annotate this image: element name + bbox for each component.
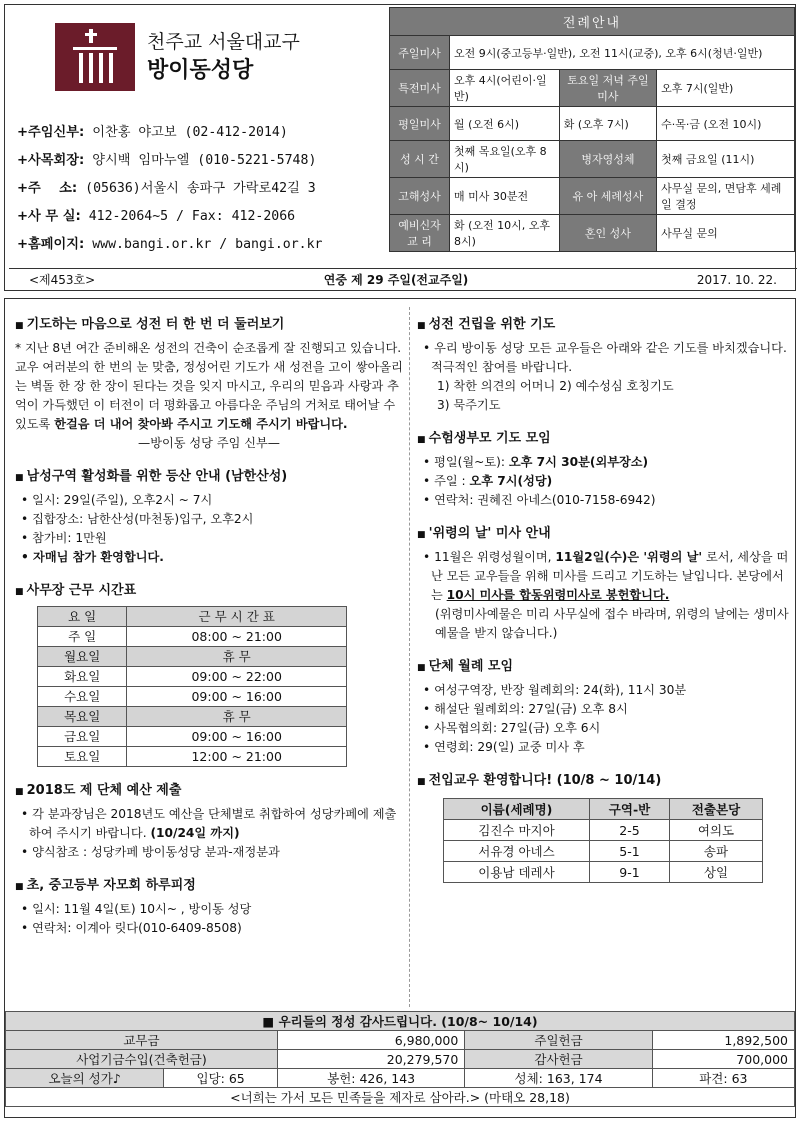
marriage-value: 사무실 문의 <box>657 215 795 252</box>
offering-label: 감사헌금 <box>465 1050 652 1069</box>
section-title: ■ 초, 중고등부 자모회 하루피정 <box>15 876 403 897</box>
offering-value: 20,279,570 <box>277 1050 464 1069</box>
sick-communion-label: 병자영성체 <box>559 141 656 178</box>
issue-number: <제453호> <box>29 273 96 287</box>
hymn-recessional: 파견: 63 <box>652 1069 794 1088</box>
contact-homepage: +홈페이지: www.bangi.or.kr / bangi.or.kr <box>17 237 323 252</box>
list-item: • 참가비: 1만원 <box>15 529 403 548</box>
list-item: • 여성구역장, 반장 월례회의: 24(화), 11시 30분 <box>417 681 789 700</box>
list-item: • 각 분과장님은 2018년도 예산을 단체별로 취합하여 성당카페에 제출하여 주시기 바랍니다. (10/24일 까지) <box>15 805 403 843</box>
contact-address: +주 소: (05636)서울시 송파구 가락로42길 3 <box>17 181 316 196</box>
section-body: * 지난 8년 여간 준비해온 성전의 건축이 순조롭게 잘 진행되고 있습니다. 교우 여러분의 한 번의 눈 맞춤, 정성어린 기도가 새 성전을 고이 쌓아올리는 벽돌 한 장 한 장이 된다는 것을 잊지 마시고, 우리의 믿음과 사랑과 추억이 가득했던 이 터전이 더 평화롭고 아름다운 주님의 거처로 태어날 수 있도록 한걸음 더 내어 찾아봐 주시고 기도해 주시기 바랍니다. <box>15 341 403 431</box>
issue-bar <box>9 268 797 290</box>
offering-title: ■ 우리들의 정성 감사드립니다. (10/8~ 10/14) <box>6 1012 795 1031</box>
column-divider <box>409 307 410 1007</box>
section-monthly-meetings <box>417 657 789 757</box>
table-row: 주 일 08:00 ~ 21:00 <box>38 627 347 647</box>
holy-hour-value: 첫째 목요일(오후 8시) <box>450 141 560 178</box>
hymn-offertory: 봉헌: 426, 143 <box>277 1069 464 1088</box>
table-row: 이용남 데레사 9-1 상일 <box>444 862 763 883</box>
offering-value: 6,980,000 <box>277 1031 464 1050</box>
section-new-members <box>417 771 789 883</box>
holy-hour-label: 성 시 간 <box>390 141 450 178</box>
list-item: • 집합장소: 남한산성(마천동)입구, 오후2시 <box>15 510 403 529</box>
catechumen-label: 예비신자 교 리 <box>390 215 450 252</box>
section-title: ■ '위령의 날' 미사 안내 <box>417 524 789 545</box>
list-item: • 11월은 위령성월이며, 11월2일(수)은 '위령의 날' 로서, 세상을 떠난 모든 교우들을 위해 미사를 드리고 기도하는 날입니다. 본당에서는 10시 미사를 합동위령미사로 봉헌합니다. <box>417 548 789 605</box>
offering-table <box>5 1011 795 1107</box>
weekday-wed: 수·목·금 (오전 10시) <box>657 107 795 141</box>
catechumen-value: 화 (오전 10시, 오후 8시) <box>450 215 560 252</box>
offering-label: 교무금 <box>6 1031 278 1050</box>
infant-baptism-label: 유 아 세례성사 <box>559 178 656 215</box>
table-row: 수요일 09:00 ~ 16:00 <box>38 687 347 707</box>
org-name: 천주교 서울대교구 <box>147 31 300 53</box>
section-title: ■ 단체 월례 모임 <box>417 657 789 678</box>
prayer-list: 1) 착한 의견의 어머니 2) 예수성심 호칭기도 <box>437 379 674 393</box>
section-title: ■ 사무장 근무 시간표 <box>15 581 403 602</box>
section-hiking <box>15 467 403 567</box>
list-item: • 자매님 참가 환영합니다. <box>15 548 403 567</box>
sunday-mass-label: 주일미사 <box>390 36 450 70</box>
table-row: 월요일 휴 무 <box>38 647 347 667</box>
signature: —방이동 성당 주임 신부— <box>138 436 280 450</box>
table-row: 화요일 09:00 ~ 22:00 <box>38 667 347 687</box>
liturgical-sunday: 연중 제 29 주일(전교주일) <box>323 273 469 287</box>
new-members-table: 이름(세례명) 구역-반 전출본당 김진수 마지아 2-5 여의도 서유경 아네스 5-1 송파 이용남 데레사 9-1 상일 <box>443 798 763 883</box>
section-title: ■ 남성구역 활성화를 위한 등산 안내 (남한산성) <box>15 467 403 488</box>
hymn-entry: 입당: 65 <box>164 1069 278 1088</box>
infant-baptism-value: 사무실 문의, 면담후 세례일 결정 <box>657 178 795 215</box>
section-temple-site <box>15 315 403 453</box>
liturgy-title: 전례안내 <box>390 8 795 36</box>
issue-date: 2017. 10. 22. <box>696 272 777 287</box>
list-item: • 일시: 11월 4일(토) 10시~ , 방이동 성당 <box>15 900 403 919</box>
section-temple-prayer <box>417 315 789 415</box>
section-all-souls <box>417 524 789 643</box>
sick-communion-value: 첫째 금요일 (11시) <box>657 141 795 178</box>
table-row: 토요일 12:00 ~ 21:00 <box>38 747 347 767</box>
list-item: • 사목협의회: 27일(금) 오후 6시 <box>417 719 789 738</box>
parish-name: 방이동성당 <box>147 57 254 83</box>
offering-value: 700,000 <box>652 1050 794 1069</box>
list-item: • 우리 방이동 성당 모든 교우들은 아래와 같은 기도를 바치겠습니다. 적극적인 참여를 바랍니다. <box>417 339 789 377</box>
bulletin-body <box>4 298 796 1118</box>
list-item: • 주일 : 오후 7시(성당) <box>417 472 789 491</box>
marriage-label: 혼인 성사 <box>559 215 656 252</box>
contact-list <box>17 119 322 259</box>
section-title: ■ 2018도 제 단체 예산 제출 <box>15 781 403 802</box>
weekday-mass-label: 평일미사 <box>390 107 450 141</box>
special-mass-value: 오후 4시(어린이·일반) <box>450 70 560 107</box>
list-item: • 일시: 29일(주일), 오후2시 ~ 7시 <box>15 491 403 510</box>
contact-office: +사 무 실: 412-2064~5 / Fax: 412-2066 <box>17 209 296 224</box>
list-item: • 양식참조 : 성당카페 방이동성당 분과-재정분과 <box>15 843 403 862</box>
section-budget <box>15 781 403 862</box>
bulletin-header <box>4 4 796 291</box>
offering-label: 주일헌금 <box>465 1031 652 1050</box>
list-item: • 해설단 월례회의: 27일(금) 오후 8시 <box>417 700 789 719</box>
special-mass-label: 특전미사 <box>390 70 450 107</box>
weekday-tue: 화 (오후 7시) <box>559 107 656 141</box>
contact-pastor: +주임신부: 이찬홍 야고보 (02-412-2014) <box>17 125 288 140</box>
section-title: ■ 수험생부모 기도 모임 <box>417 429 789 450</box>
table-row: 서유경 아네스 5-1 송파 <box>444 841 763 862</box>
hymn-communion: 성체: 163, 174 <box>465 1069 652 1088</box>
section-office-hours <box>15 581 403 767</box>
section-exam-parents <box>417 429 789 510</box>
sunday-mass-value: 오전 9시(중고등부·일반), 오전 11시(교중), 오후 6시(청년·일반) <box>450 36 795 70</box>
saturday-mass-value: 오후 7시(일반) <box>657 70 795 107</box>
table-row: 김진수 마지아 2-5 여의도 <box>444 820 763 841</box>
confession-label: 고해성사 <box>390 178 450 215</box>
list-item: • 연락처: 권혜진 아네스(010-7158-6942) <box>417 491 789 510</box>
offering-label: 사업기금수입(건축헌금) <box>6 1050 278 1069</box>
saturday-mass-label: 토요일 저녁 주일 미사 <box>559 70 656 107</box>
table-row: 금요일 09:00 ~ 16:00 <box>38 727 347 747</box>
church-logo-icon <box>55 23 135 91</box>
bible-verse: <너희는 가서 모든 민족들을 제자로 삼아라.> (마태오 28,18) <box>6 1088 795 1107</box>
list-item: • 평일(월~토): 오후 7시 30분(외부장소) <box>417 453 789 472</box>
note: (위령미사예물은 미리 사무실에 접수 바라며, 위령의 날에는 생미사 예물을 받지 않습니다.) <box>435 607 789 640</box>
hymn-label: 오늘의 성가♪ <box>6 1069 164 1088</box>
weekday-mon: 월 (오전 6시) <box>450 107 560 141</box>
confession-value: 매 미사 30분전 <box>450 178 560 215</box>
contact-president: +사목회장: 양시백 임마누엘 (010-5221-5748) <box>17 153 317 168</box>
table-row: 목요일 휴 무 <box>38 707 347 727</box>
list-item: • 연락처: 이계아 릿다(010-6409-8508) <box>15 919 403 938</box>
section-title: ■ 기도하는 마음으로 성전 터 한 번 더 둘러보기 <box>15 315 403 336</box>
liturgy-table <box>389 7 795 252</box>
left-column <box>15 315 403 952</box>
prayer-list: 3) 묵주기도 <box>437 398 501 412</box>
office-hours-table: 요 일 근 무 시 간 표 주 일 08:00 ~ 21:00 월요일 휴 무 화요일 09:00 ~ 22:00 수요일 09:00 ~ 16:00 목요일 휴 무 금요일 09:00 ~ 16:00 토요일 12:00 ~ 21:00 <box>37 606 347 767</box>
list-item: • 연령회: 29(일) 교중 미사 후 <box>417 738 789 757</box>
section-retreat <box>15 876 403 938</box>
right-column <box>417 315 789 897</box>
offering-value: 1,892,500 <box>652 1031 794 1050</box>
section-title: ■ 전입교우 환영합니다! (10/8 ~ 10/14) <box>417 771 789 792</box>
section-title: ■ 성전 건립을 위한 기도 <box>417 315 789 336</box>
